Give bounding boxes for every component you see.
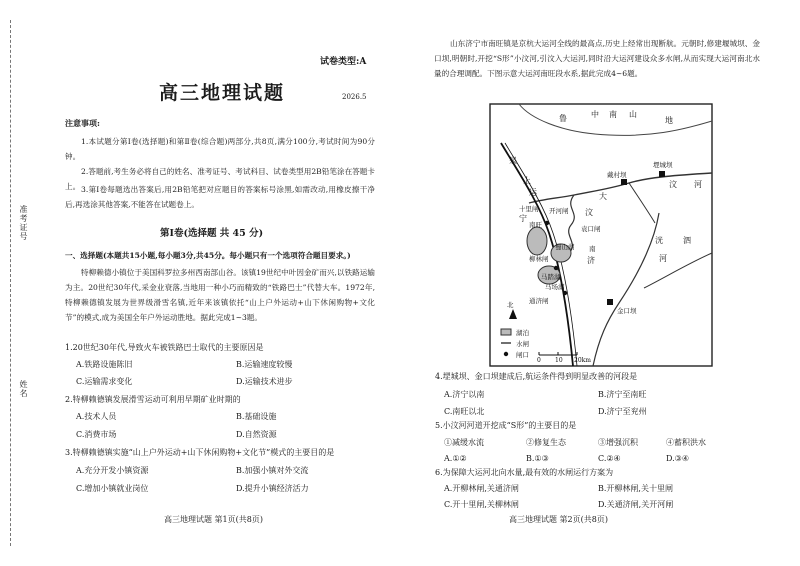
gangcheng-dam [659, 171, 665, 177]
legend-lake-swatch [501, 329, 511, 335]
q5-option-b: B.①③ [526, 454, 549, 463]
q5-item-4: ④蓄积洪水 [666, 438, 706, 447]
sluice-tongji [563, 291, 567, 295]
question-6-stem: 6.为保障大运河北向水量,最有效的水闸运行方案为 [435, 468, 614, 477]
q5-item-2: ②修复生态 [526, 438, 566, 447]
legend-sluice-swatch [504, 352, 508, 356]
q4-option-c: C.南旺以北 [444, 407, 485, 416]
passage-telluride: 特柳赖德小镇位于美国科罗拉多州西南部山谷。该镇19世纪中叶因金矿而兴,以铁路运输为主。20世纪30年代,采金业衰落,当地用一种小巧而精致的“铁路巴士”代替大车。1972年,特柳赖德镇发展为世界级滑雪名镇,近年来该镇依托“山上户外运动+山下休闲购物+文化节”的模式,成为美国全年户外运动胜地。据此完成1~3题。 [65, 268, 375, 322]
jinkou-dam [607, 299, 613, 305]
name-label: 姓名 [19, 380, 28, 398]
q6-option-d: D.关通济闸,关开河闸 [598, 500, 674, 509]
page-footer-right: 高三地理试题 第2页(共8页) [509, 515, 608, 524]
q1-option-a: A.铁路设施陈旧 [76, 360, 133, 369]
q5-item-3: ③增强沉积 [598, 438, 638, 447]
svg-text:鲁 中 南 山: 鲁 中 南 山 地 泉 宁 济 汶 泗 洸 河 大 汶 河 上 运 [509, 110, 702, 265]
q5-option-a: A.①② [444, 454, 467, 463]
q6-option-a: A.开柳林闸,关通济闸 [444, 484, 519, 493]
note-1: 1.本试题分第Ⅰ卷(选择题)和第Ⅱ卷(综合题)两部分,共8页,满分100分,考试时间为90分钟。 [65, 137, 375, 161]
binding-line [10, 20, 11, 546]
q2-option-d: D.自然资源 [236, 430, 277, 439]
q6-option-b: B.开柳林闸,关十里闸 [598, 484, 673, 493]
page-footer: 高三地理试题 第1页(共8页) [164, 515, 263, 524]
q4-option-d: D.济宁至兖州 [598, 407, 647, 416]
question-5-stem: 5.小汶河河道开挖成“S形”的主要目的是 [435, 421, 577, 430]
q1-option-c: C.运输需求变化 [76, 377, 133, 386]
q6-option-c: C.开十里闸,关柳林闸 [444, 500, 519, 509]
passage-grand-canal: 山东济宁市南旺镇是京杭大运河全线的最高点,历史上经常出现断航。元朝时,修建堰城坝、金口坝,明朝时,开挖“S形”小汶河,引汶入大运河,同时沿大运河建设众多水闸,从而实现大运河南北水量的合理调配。下图示意大运河南旺段水系,据此完成4~6题。 [434, 39, 760, 78]
svg-text:金口坝 戴村坝 堽城坝: 金口坝 戴村坝 堽城坝 南旺 十里闸 柳林闸 南 蜀山湖 马踏湖 马场湖 北 开河闸 袁口闸 通济闸 [507, 161, 673, 315]
section-intro: 一、选择题(本题共15小题,每小题3分,共45分。每小题只有一个选项符合题目要求。) [65, 251, 351, 260]
exam-type: 试卷类型:A [320, 57, 367, 67]
q2-option-a: A.技术人员 [76, 412, 117, 421]
q5-item-1: ①减缓水流 [444, 438, 484, 447]
question-2-stem: 2.特柳赖德镇发展滑雪运动可利用早期矿业时期的 [65, 395, 241, 404]
q2-option-c: C.消费市场 [76, 430, 117, 439]
q5-option-c: C.②④ [598, 454, 621, 463]
daicun-dam [621, 179, 627, 185]
q5-option-d: D.③④ [666, 454, 690, 463]
notes-heading: 注意事项: [65, 118, 100, 128]
question-1-stem: 1.20世纪30年代,导致火车被铁路巴士取代的主要原因是 [65, 343, 264, 352]
question-4-stem: 4.堽城坝、金口坝建成后,航运条件得到明显改善的河段是 [435, 372, 638, 381]
lake-nanwang [527, 227, 547, 255]
section-title: 第Ⅰ卷(选择题 共 45 分) [160, 228, 264, 239]
q3-option-d: D.提升小镇经济活力 [236, 484, 309, 493]
note-3: 3.第Ⅰ卷每题选出答案后,用2B铅笔把对应题目的答案标号涂黑,如需改动,用橡皮擦干净后,再选涂其他答案,不能答在试题卷上。 [65, 185, 375, 209]
q3-option-a: A.充分开发小镇资源 [76, 466, 149, 475]
nanwang-water-system-map [489, 103, 713, 367]
map-svg [489, 103, 713, 367]
note-2: 2.答题前,考生务必将自己的姓名、准考证号、考试科目、试卷类型用2B铅笔涂在答题卡上。 [65, 167, 375, 191]
q4-option-a: A.济宁以南 [444, 390, 485, 399]
svg-text:湖泊 水闸 闸口: 湖泊 水闸 闸口 [516, 329, 529, 359]
q1-option-b: B.运输速度较慢 [236, 360, 293, 369]
q3-option-c: C.增加小镇就业岗位 [76, 484, 149, 493]
q3-option-b: B.加强小镇对外交流 [236, 466, 309, 475]
sluice-liulin [554, 266, 558, 270]
exam-date: 2026.5 [342, 93, 367, 101]
question-3-stem: 3.特柳赖德镇实施“山上户外运动+山下休闲购物+文化节”模式的主要目的是 [65, 448, 335, 457]
svg-text:0 10 20km: 0 10 20km [537, 357, 591, 364]
q4-option-b: B.济宁至南旺 [598, 390, 647, 399]
q1-option-d: D.运输技术进步 [236, 377, 293, 386]
sluice-kaihe [545, 221, 549, 225]
exam-id-label: 准考证号 [19, 205, 28, 241]
page-title: 高三地理试题 [159, 82, 286, 104]
q2-option-b: B.基础设施 [236, 412, 277, 421]
